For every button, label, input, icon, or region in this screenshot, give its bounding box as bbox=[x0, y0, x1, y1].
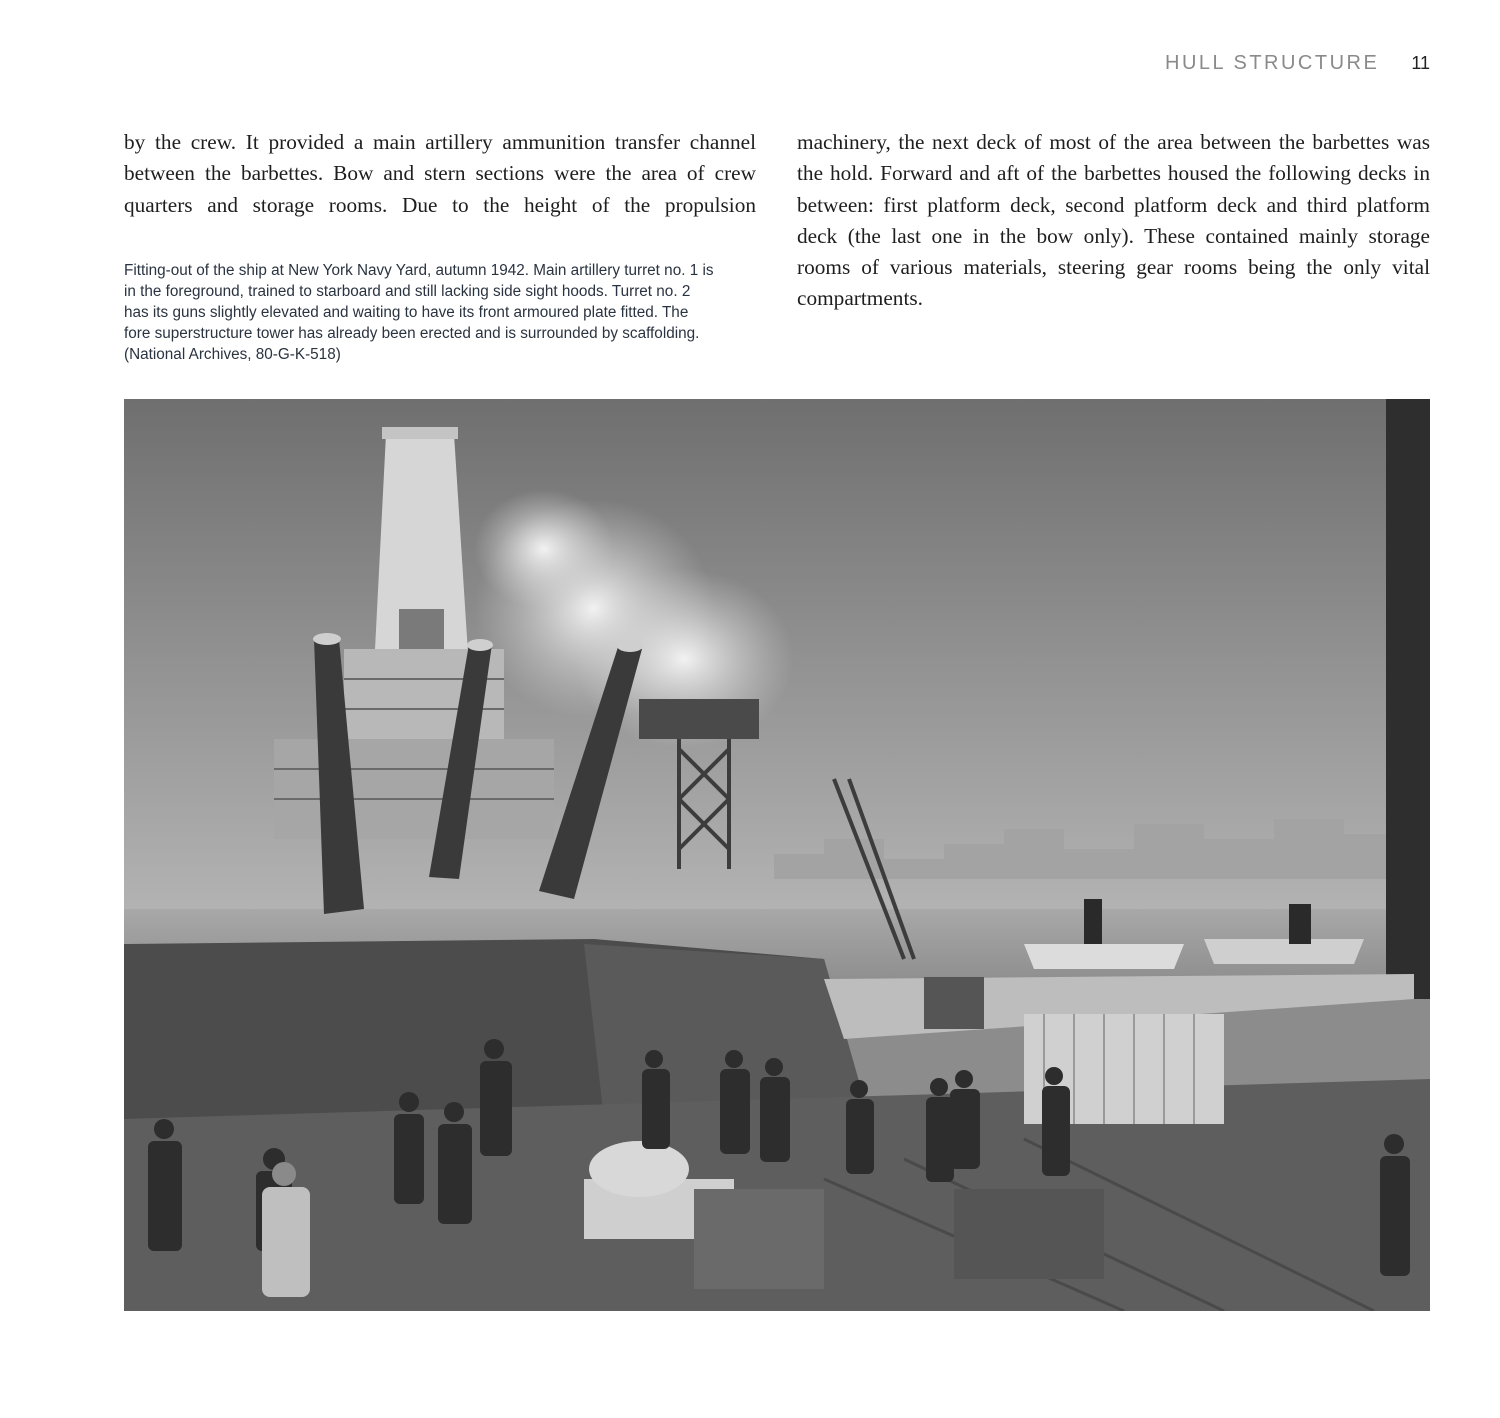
body-text-left: by the crew. It provided a main artillery ammunition transfer channel between the barbettes. Bow and stern sections were the area of crew quarters and storage rooms. Due to the height of the propulsion bbox=[124, 130, 756, 217]
body-text-right: machinery, the next deck of most of the area between the barbettes was the hold. Forward and aft of the barbettes housed the following decks in between: first platform deck, second platform deck and third platform deck (the last one in the bow only). These contained mainly storage rooms of various materials, steering gear rooms being the only vital compartments. bbox=[797, 130, 1430, 311]
caption-text: Fitting-out of the ship at New York Navy Yard, autumn 1942. Main artillery turret no. 1 is in the foreground, trained to starboard and still lacking side sight hoods. Turret no. 2 has its guns slightly elevated and waiting to have its front armoured plate fitted. The fore superstructure tower has already been erected and is surrounded by scaffolding. bbox=[124, 262, 714, 342]
caption-credit: (National Archives, 80-G-K-518) bbox=[124, 346, 341, 363]
body-column-right bbox=[797, 127, 1430, 315]
page-number: 11 bbox=[1411, 53, 1430, 73]
shipyard-photo-illustration bbox=[124, 399, 1430, 1311]
running-head bbox=[1165, 52, 1430, 75]
section-title: HULL STRUCTURE bbox=[1165, 52, 1380, 74]
body-column-left bbox=[124, 127, 756, 221]
photo-caption bbox=[124, 260, 714, 365]
shipyard-photo bbox=[124, 399, 1430, 1311]
